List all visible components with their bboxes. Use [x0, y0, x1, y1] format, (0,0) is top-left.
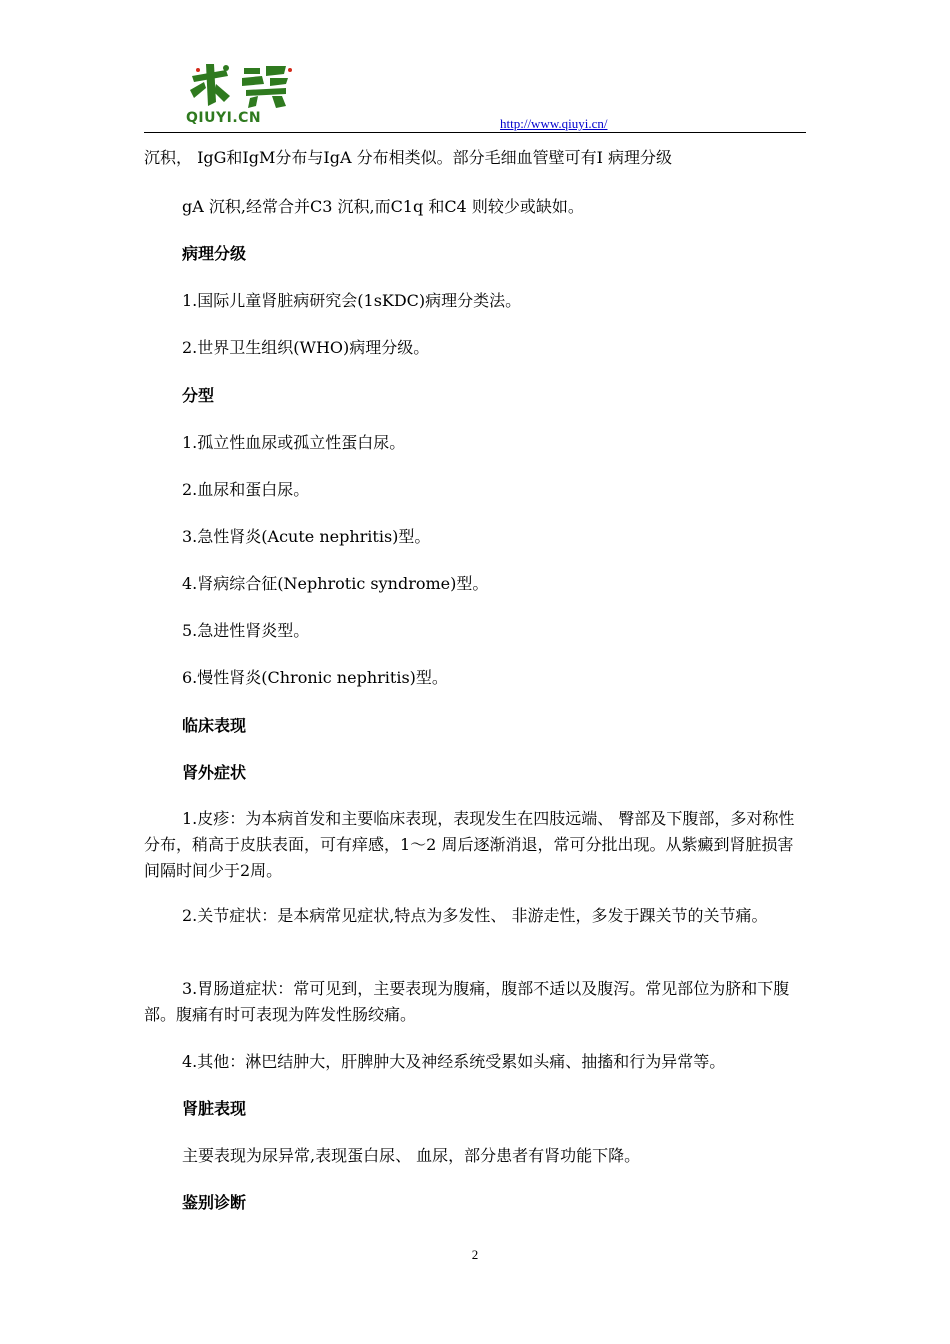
- list-item: 6.慢性肾炎(Chronic nephritis)型。: [182, 668, 448, 687]
- paragraph-line: 主要表现为尿异常,表现蛋白尿、 血尿，部分患者有肾功能下降。: [182, 1146, 641, 1165]
- paragraph-line: 沉积， IgG和IgM分布与IgA 分布相类似。部分毛细血管壁可有I 病理分级: [144, 148, 672, 167]
- paragraph: 1.皮疹：为本病首发和主要临床表现，表现发生在四肢远端、 臀部及下腹部，多对称性分布，稍高于皮肤表面，可有痒感，1～2 周后逐渐消退，常可分批出现。从紫癜到肾脏损害间隔时间少于2周。: [144, 809, 795, 880]
- list-item: 3.急性肾炎(Acute nephritis)型。: [182, 527, 431, 546]
- section-heading: 分型: [182, 386, 215, 405]
- page-number: 2: [471, 1247, 479, 1262]
- paragraph: 3.胃肠道症状：常可见到，主要表现为腹痛，腹部不适以及腹泻。常见部位为脐和下腹部。腹痛有时可表现为阵发性肠绞痛。: [144, 979, 790, 1024]
- logo-mark-icon: [186, 62, 296, 110]
- list-item: 2.世界卫生组织(WHO)病理分级。: [182, 338, 430, 357]
- paragraph: 2.关节症状：是本病常见症状,特点为多发性、 非游走性，多发于踝关节的关节痛。: [182, 906, 768, 925]
- subsection-heading: 肾脏表现: [182, 1099, 247, 1118]
- header-divider: [144, 132, 806, 133]
- paragraph-line: 4.其他：淋巴结肿大，肝脾肿大及神经系统受累如头痛、抽搐和行为异常等。: [182, 1052, 726, 1071]
- logo-text: QIUYI.CN: [186, 110, 262, 126]
- section-heading: 鉴别诊断: [182, 1193, 247, 1212]
- list-item: 1.国际儿童肾脏病研究会(1sKDC)病理分类法。: [182, 291, 522, 310]
- subsection-heading: 肾外症状: [182, 763, 247, 782]
- section-heading: 病理分级: [182, 244, 247, 263]
- paragraph-line: gA 沉积,经常合并C3 沉积,而C1q 和C4 则较少或缺如。: [182, 197, 584, 216]
- list-item: 2.血尿和蛋白尿。: [182, 480, 310, 499]
- list-item: 1.孤立性血尿或孤立性蛋白尿。: [182, 433, 406, 452]
- section-heading: 临床表现: [182, 716, 247, 735]
- header-link[interactable]: http://www.qiuyi.cn/: [500, 116, 608, 131]
- list-item: 5.急进性肾炎型。: [182, 621, 310, 640]
- qiuyi-logo: [186, 62, 296, 132]
- list-item: 4.肾病综合征(Nephrotic syndrome)型。: [182, 574, 489, 593]
